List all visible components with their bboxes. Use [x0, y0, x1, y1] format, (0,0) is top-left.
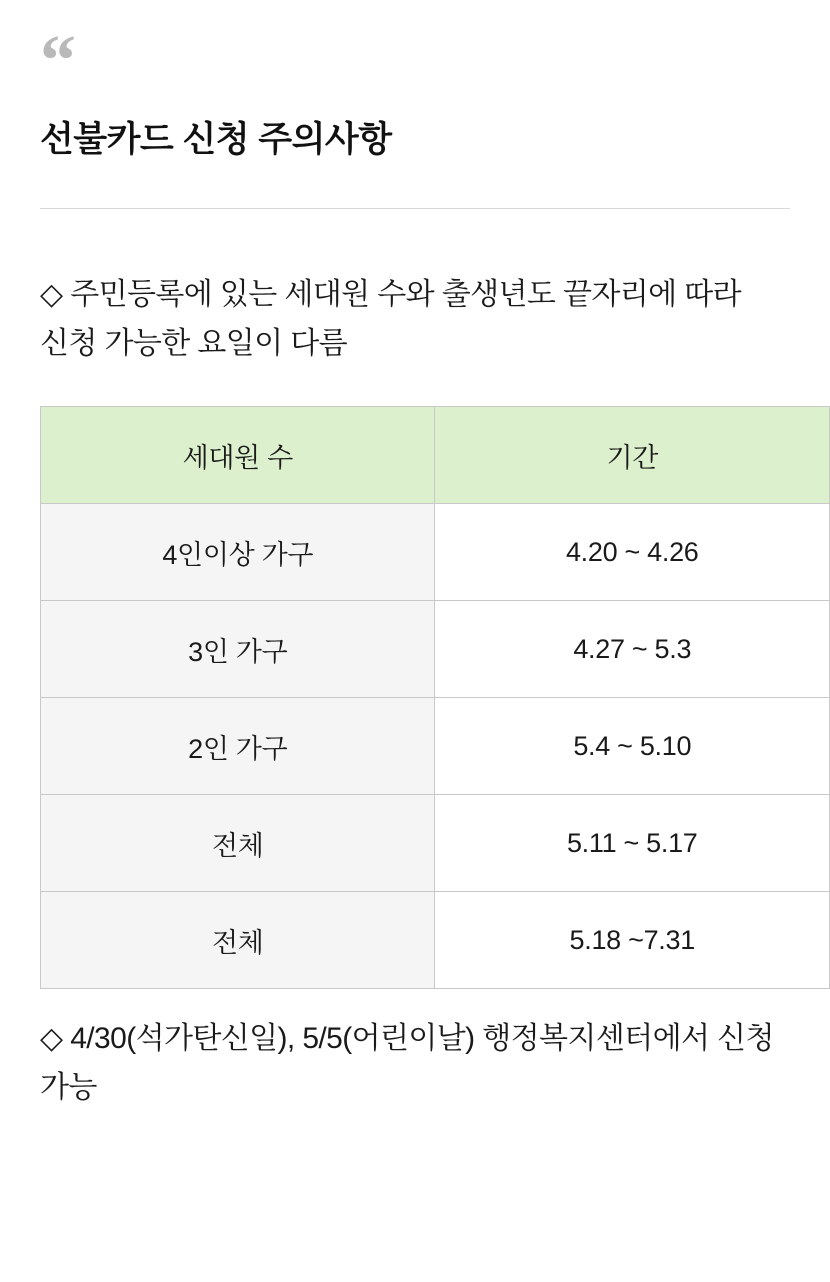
cell-household: 3인 가구 — [41, 601, 435, 698]
cell-period: 5.11 ~ 5.17 — [435, 795, 830, 892]
table-header-row — [41, 407, 830, 504]
table-row — [41, 795, 830, 892]
cell-period: 4.27 ~ 5.3 — [435, 601, 830, 698]
title-divider — [40, 208, 790, 209]
schedule-table — [40, 406, 830, 989]
notice-paragraph-bottom: ◇ 4/30(석가탄신일), 5/5(어린이날) 행정복지센터에서 신청 가능 — [40, 1022, 774, 1104]
cell-household: 전체 — [41, 892, 435, 989]
page-title: 선불카드 신청 주의사항 — [40, 120, 392, 159]
table-row — [41, 601, 830, 698]
cell-period: 5.4 ~ 5.10 — [435, 698, 830, 795]
cell-household: 전체 — [41, 795, 435, 892]
cell-period: 4.20 ~ 4.26 — [435, 504, 830, 601]
cell-period: 5.18 ~7.31 — [435, 892, 830, 989]
column-header-household: 세대원 수 — [41, 407, 435, 504]
column-header-period: 기간 — [435, 407, 830, 504]
table-row — [41, 504, 830, 601]
table-row — [41, 698, 830, 795]
notice-paragraph-top: ◇ 주민등록에 있는 세대원 수와 출생년도 끝자리에 따라 신청 가능한 요일이 다름 — [40, 278, 741, 360]
cell-household: 2인 가구 — [41, 698, 435, 795]
quote-mark-icon: “ — [40, 20, 74, 100]
cell-household: 4인이상 가구 — [41, 504, 435, 601]
table-row — [41, 892, 830, 989]
